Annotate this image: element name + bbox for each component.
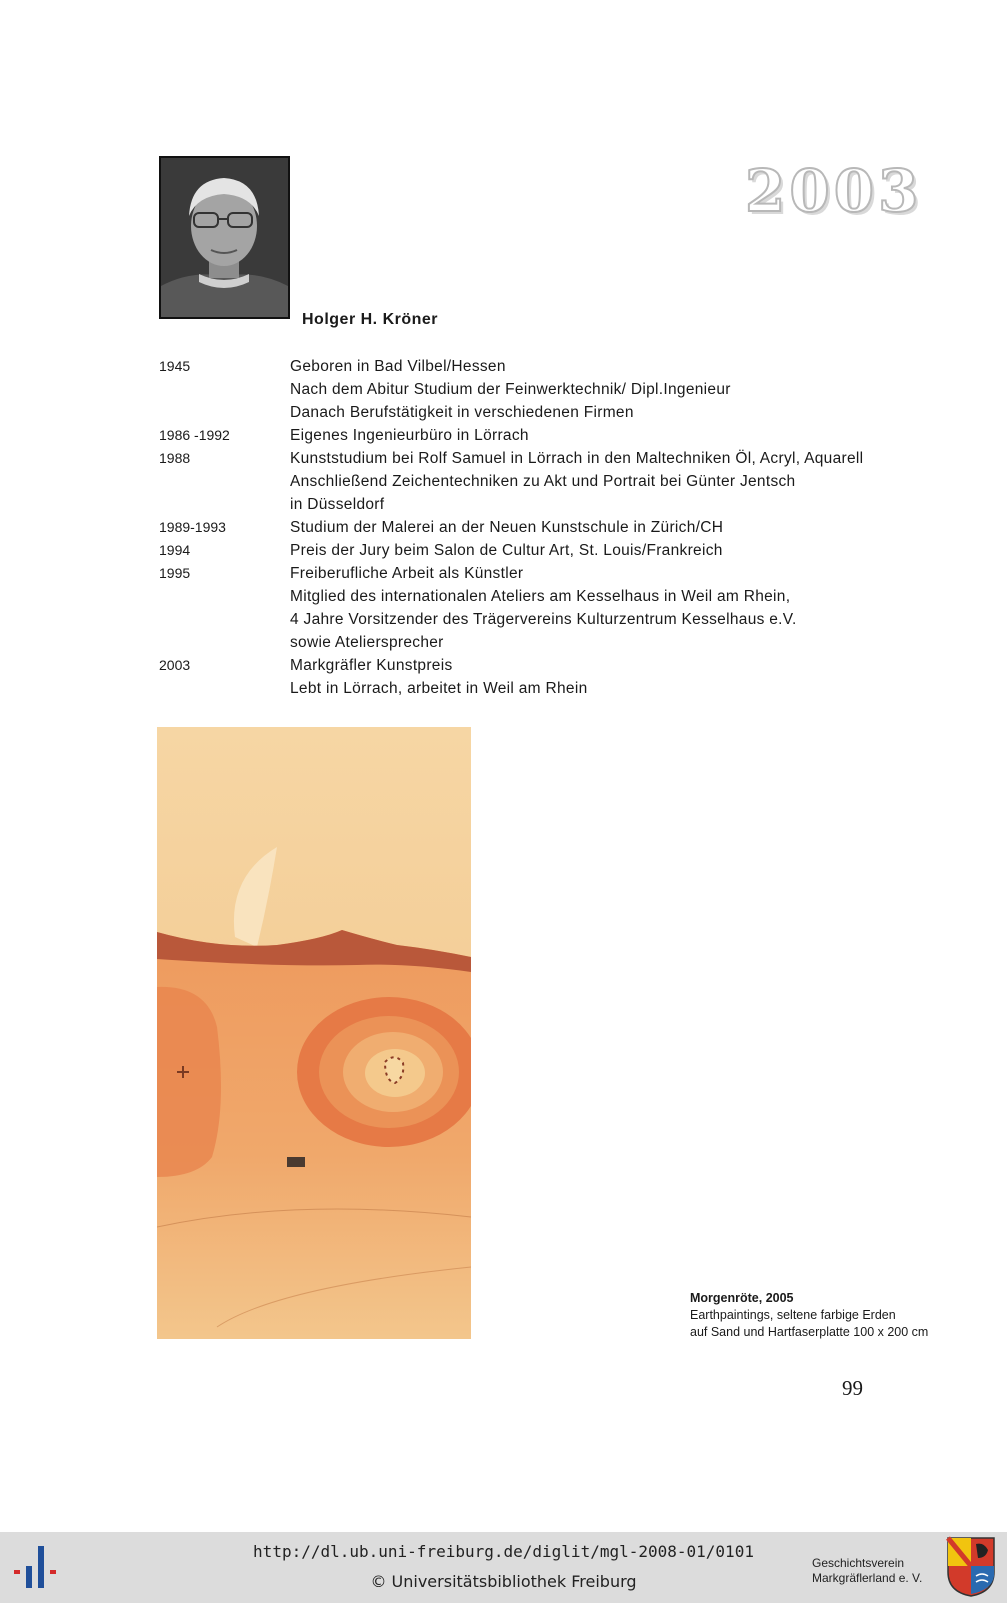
society-line: Geschichtsverein xyxy=(812,1556,905,1570)
caption-line: Earthpaintings, seltene farbige Erden xyxy=(690,1308,896,1322)
artist-name: Holger H. Kröner xyxy=(302,311,439,328)
bio-year: 2003 xyxy=(159,657,191,673)
bio-text: Studium der Malerei an der Neuen Kunstschule in Zürich/CH xyxy=(290,519,724,536)
bio-row xyxy=(159,585,939,608)
bio-text: Nach dem Abitur Studium der Feinwerktechnik/ Dipl.Ingenieur xyxy=(290,381,731,398)
bio-row xyxy=(159,493,939,516)
bio-row xyxy=(159,539,939,562)
bio-text: sowie Ateliersprecher xyxy=(290,634,444,651)
society-line: Markgräflerland e. V. xyxy=(812,1571,923,1585)
painting-caption xyxy=(690,1290,928,1341)
bio-text: Geboren in Bad Vilbel/Hessen xyxy=(290,358,506,375)
bio-text: Eigenes Ingenieurbüro in Lörrach xyxy=(290,427,529,444)
bio-text: Mitglied des internationalen Ateliers am Kesselhaus in Weil am Rhein, xyxy=(290,588,791,605)
caption-line: auf Sand und Hartfaserplatte 100 x 200 cm xyxy=(690,1325,929,1339)
bio-year: 1988 xyxy=(159,450,191,466)
bio-row xyxy=(159,608,939,631)
society-name xyxy=(812,1556,922,1586)
bio-text: Danach Berufstätigkeit in verschiedenen Firmen xyxy=(290,404,634,421)
bio-row xyxy=(159,562,939,585)
bio-text: in Düsseldorf xyxy=(290,496,385,513)
caption-title: Morgenröte, 2005 xyxy=(690,1291,794,1305)
bio-row xyxy=(159,677,939,700)
footer-copyright: © Universitätsbibliothek Freiburg xyxy=(370,1572,637,1591)
painting-morgenroete xyxy=(157,727,471,1339)
bio-row xyxy=(159,516,939,539)
bio-text: 4 Jahre Vorsitzender des Trägervereins Kulturzentrum Kesselhaus e.V. xyxy=(290,611,797,628)
bio-row xyxy=(159,470,939,493)
bio-year: 1994 xyxy=(159,542,191,558)
artist-portrait xyxy=(159,156,290,319)
footer-url-link[interactable]: http://dl.ub.uni-freiburg.de/diglit/mgl-2008-01/0101 xyxy=(253,1542,754,1561)
biography xyxy=(159,355,939,700)
bio-text: Lebt in Lörrach, arbeitet in Weil am Rhein xyxy=(290,680,588,697)
bio-row xyxy=(159,631,939,654)
year-title: 2003 xyxy=(745,157,923,225)
bio-text: Kunststudium bei Rolf Samuel in Lörrach in den Maltechniken Öl, Acryl, Aquarell xyxy=(290,450,864,467)
bio-text: Anschließend Zeichentechniken zu Akt und Portrait bei Günter Jentsch xyxy=(290,473,796,490)
bio-year: 1989-1993 xyxy=(159,519,226,535)
society-crest-icon xyxy=(946,1536,996,1598)
bio-row xyxy=(159,447,939,470)
bio-year: 1995 xyxy=(159,565,191,581)
page-number: 99 xyxy=(842,1376,863,1400)
bio-year: 1986 -1992 xyxy=(159,427,230,443)
bio-text: Freiberufliche Arbeit als Künstler xyxy=(290,565,524,582)
bio-row xyxy=(159,654,939,677)
footer-bar xyxy=(0,1532,1007,1603)
bio-row xyxy=(159,424,939,447)
bio-text: Preis der Jury beim Salon de Cultur Art, St. Louis/Frankreich xyxy=(290,542,723,559)
bio-row xyxy=(159,401,939,424)
bio-year: 1945 xyxy=(159,358,191,374)
bio-row xyxy=(159,355,939,378)
bio-text: Markgräfler Kunstpreis xyxy=(290,657,453,674)
bio-row xyxy=(159,378,939,401)
